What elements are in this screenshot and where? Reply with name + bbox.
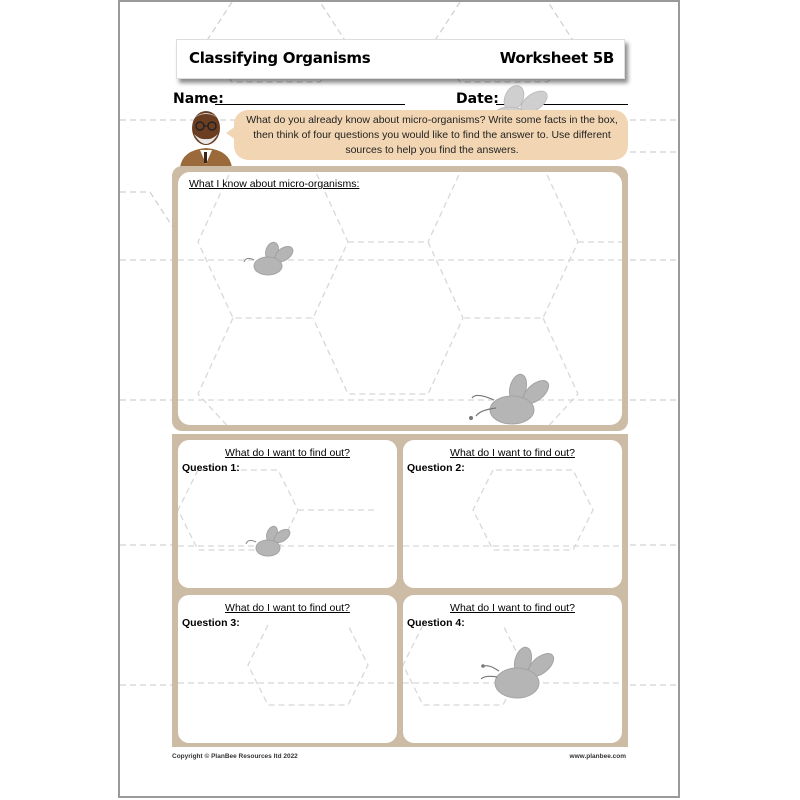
- worksheet-header: [176, 39, 625, 79]
- question-heading: What do I want to find out?: [225, 602, 350, 614]
- date-label: Date:: [456, 91, 499, 107]
- micro-organism-icon: [475, 645, 559, 707]
- question-heading: What do I want to find out?: [450, 447, 575, 459]
- question-heading: What do I want to find out?: [450, 602, 575, 614]
- knowledge-box: [172, 166, 628, 431]
- question-label: Question 3:: [182, 617, 240, 629]
- question-box-2[interactable]: [403, 440, 622, 588]
- instructions-text: What do you already know about micro-organisms? Write some facts in the box, then think of four questions you would like to find the answer to. Use different sources to help you find the answers.: [246, 114, 618, 156]
- question-box-1[interactable]: [178, 440, 397, 588]
- footer-website[interactable]: www.planbee.com: [569, 753, 626, 760]
- name-label: Name:: [173, 91, 224, 107]
- question-heading: What do I want to find out?: [225, 447, 350, 459]
- question-box-4[interactable]: [403, 595, 622, 743]
- question-boxes-frame: [172, 434, 628, 747]
- worksheet-title: Classifying Organisms: [189, 49, 371, 67]
- worksheet-page: [118, 0, 680, 798]
- instruction-speech-bubble: [234, 110, 628, 160]
- question-label: Question 2:: [407, 462, 465, 474]
- footer-copyright: Copyright © PlanBee Resources ltd 2022: [172, 753, 298, 760]
- question-label: Question 4:: [407, 617, 465, 629]
- question-label: Question 1:: [182, 462, 240, 474]
- knowledge-box-label: What I know about micro-organisms:: [189, 178, 360, 190]
- micro-organism-icon: [466, 370, 556, 425]
- knowledge-writing-area[interactable]: [178, 172, 622, 425]
- question-box-3[interactable]: [178, 595, 397, 743]
- worksheet-number: Worksheet 5B: [499, 49, 614, 67]
- speech-bubble-tail: [226, 126, 236, 140]
- name-line[interactable]: [215, 104, 405, 105]
- micro-organism-icon: [240, 238, 298, 282]
- micro-organism-icon: [240, 524, 298, 568]
